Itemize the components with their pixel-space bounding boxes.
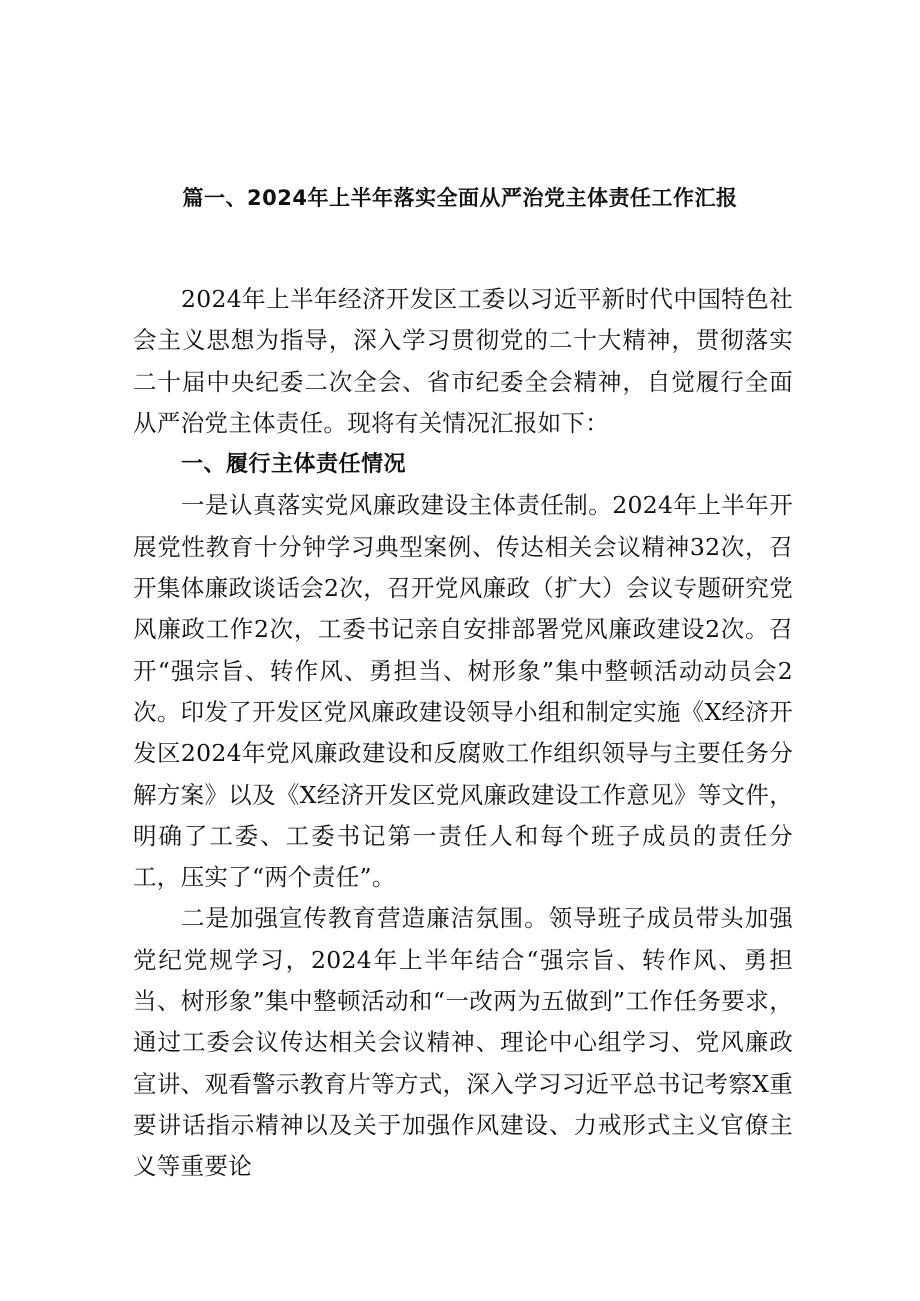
intro-paragraph: 2024年上半年经济开发区工委以习近平新时代中国特色社会主义思想为指导，深入学习贯彻党的二十大精神，贯彻落实二十届中央纪委二次全会、省市纪委全会精神，自觉履行全面从严治党主体责任。现将有关情况汇报如下： xyxy=(133,285,793,437)
section-heading: 一、履行主体责任情况 xyxy=(181,452,407,478)
body-paragraph-1: 一是认真落实党风廉政建设主体责任制。2024年上半年开展党性教育十分钟学习典型案例、传达相关会议精神32次，召开集体廉政谈话会2次，召开党风廉政（扩大）会议专题研究党风廉政工作2次，工委书记亲自安排部署党风廉政建设2次。召开“强宗旨、转作风、勇担当、树形象”集中整顿活动动员会2次。印发了开发区党风廉政建设领导小组和制定实施《X经济开发区2024年党风廉政建设和反腐败工作组织领导与主要任务分解方案》以及《X经济开发区党风廉政建设工作意见》等文件，明确了工委、工委书记第一责任人和每个班子成员的责任分工，压实了“两个责任”。 xyxy=(133,491,793,892)
body-paragraph-2: 二是加强宣传教育营造廉洁氛围。领导班子成员带头加强党纪党规学习，2024年上半年结合“强宗旨、转作风、勇担当、树形象”集中整顿活动和“一改两为五做到”工作任务要求，通过工委会议传达相关会议精神、理论中心组学习、党风廉政宣讲、观看警示教育片等方式，深入学习习近平总书记考察X重要讲话指示精神以及关于加强作风建设、力戒形式主义官僚主义等重要论 xyxy=(133,904,793,1181)
document-body xyxy=(133,279,793,1188)
document-title: 篇一、2024年上半年落实全面从严治党主体责任工作汇报 xyxy=(182,186,738,210)
